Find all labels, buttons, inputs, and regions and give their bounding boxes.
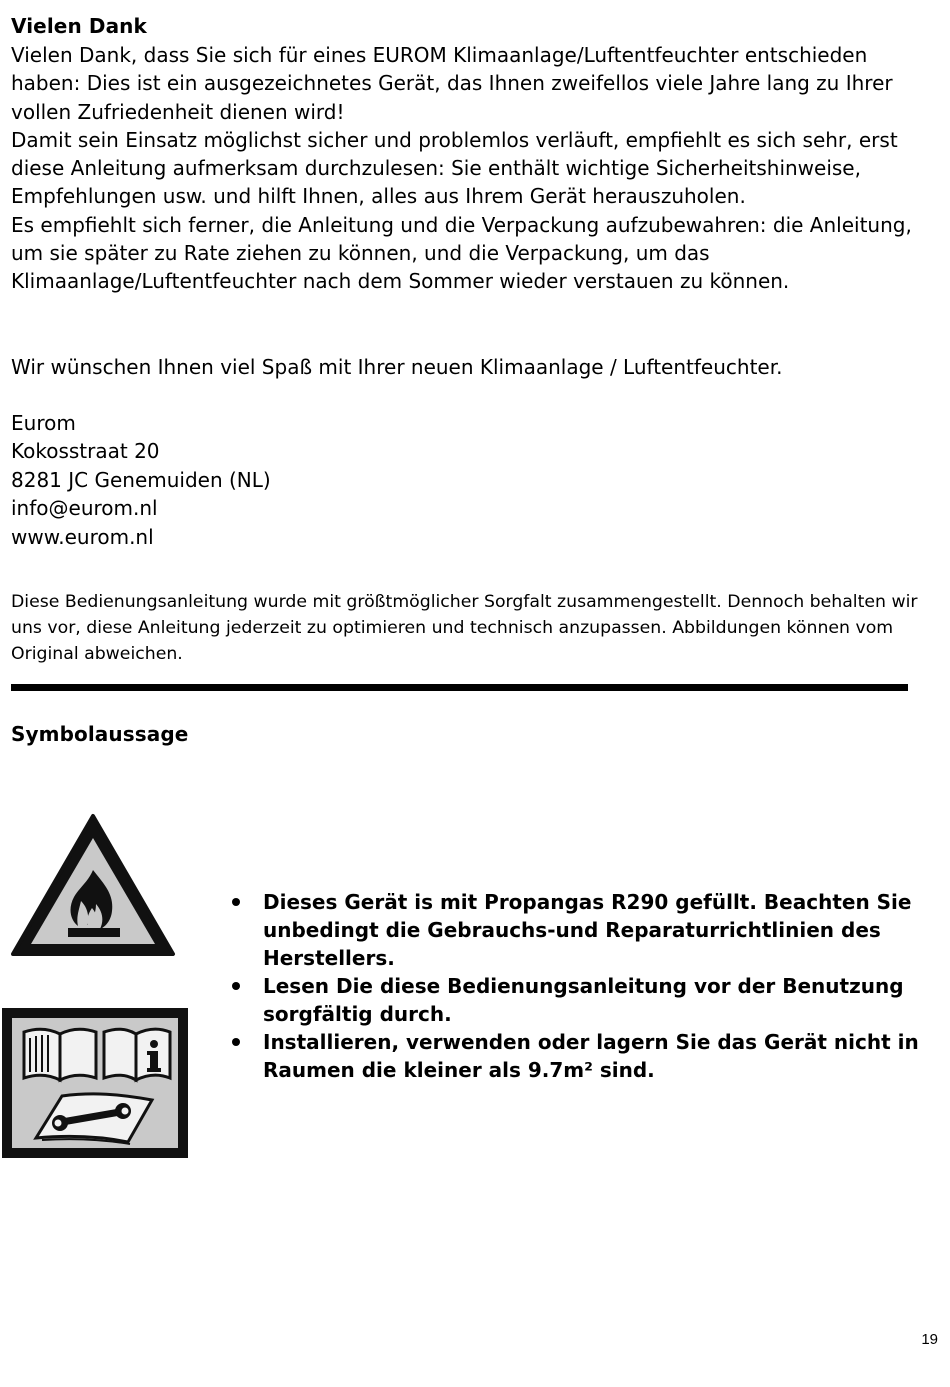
symbol-note: Installieren, verwenden oder lagern Sie das Gerät nicht in Raumen die kleiner als 9.7m² sind. — [263, 1030, 919, 1082]
symbols-title: Symbolaussage — [11, 722, 189, 746]
intro-paragraph: Es empfiehlt sich ferner, die Anleitung und die Verpackung aufzubewahren: die Anleitung, um sie später zu Rate ziehen zu können, und die Verpackung, um das Klimaanlage/Luftentfeuchter nach dem Sommer wieder verstauen zu können. — [11, 212, 912, 294]
section-divider — [11, 684, 908, 691]
bullet-icon — [232, 982, 240, 990]
symbol-notes-list — [228, 888, 943, 1084]
page-number: 19 — [921, 1331, 938, 1348]
symbol-note: Dieses Gerät is mit Propangas R290 gefüllt. Beachten Sie unbedingt die Gebrauchs-und Reparaturrichtlinien des Herstellers. — [263, 890, 912, 970]
company-address — [11, 409, 271, 551]
list-item — [228, 1028, 943, 1084]
flammable-warning-icon — [8, 808, 178, 960]
intro-text — [11, 41, 941, 296]
bullet-icon — [232, 1038, 240, 1046]
company-city: 8281 JC Genemuiden (NL) — [11, 467, 271, 492]
company-street: Kokosstraat 20 — [11, 439, 160, 464]
read-manual-service-icon — [2, 1008, 188, 1158]
symbol-note: Lesen Die diese Bedienungsanleitung vor der Benutzung sorgfältig durch. — [263, 974, 904, 1026]
closing-line: Wir wünschen Ihnen viel Spaß mit Ihrer neuen Klimaanlage / Luftentfeuchter. — [11, 355, 783, 379]
disclaimer: Diese Bedienungsanleitung wurde mit größtmöglicher Sorgfalt zusammengestellt. Dennoch behalten wir uns vor, diese Anleitung jederzeit zu optimieren und technisch anzupassen. Abbildungen können vom Original abweichen. — [11, 592, 918, 664]
intro-title: Vielen Dank — [11, 14, 147, 38]
company-name: Eurom — [11, 411, 76, 435]
bullet-icon — [232, 898, 240, 906]
intro-paragraph: Damit sein Einsatz möglichst sicher und problemlos verläuft, empfiehlt es sich sehr, erst diese Anleitung aufmerksam durchzulesen: Sie enthält wichtige Sicherheitshinweise, Empfehlungen usw. und hilft Ihnen, alles aus Ihrem Gerät herauszuholen. — [11, 127, 898, 209]
company-website[interactable]: www.eurom.nl — [11, 524, 154, 549]
list-item — [228, 972, 943, 1028]
list-item — [228, 888, 943, 972]
company-email[interactable]: info@eurom.nl — [11, 496, 158, 521]
intro-paragraph: Vielen Dank, dass Sie sich für eines EUROM Klimaanlage/Luftentfeuchter entschieden haben: Dies ist ein ausgezeichnetes Gerät, das Ihnen zweifellos viele Jahre lang zu Ihrer vollen Zufriedenheit dienen wird! — [11, 43, 893, 124]
